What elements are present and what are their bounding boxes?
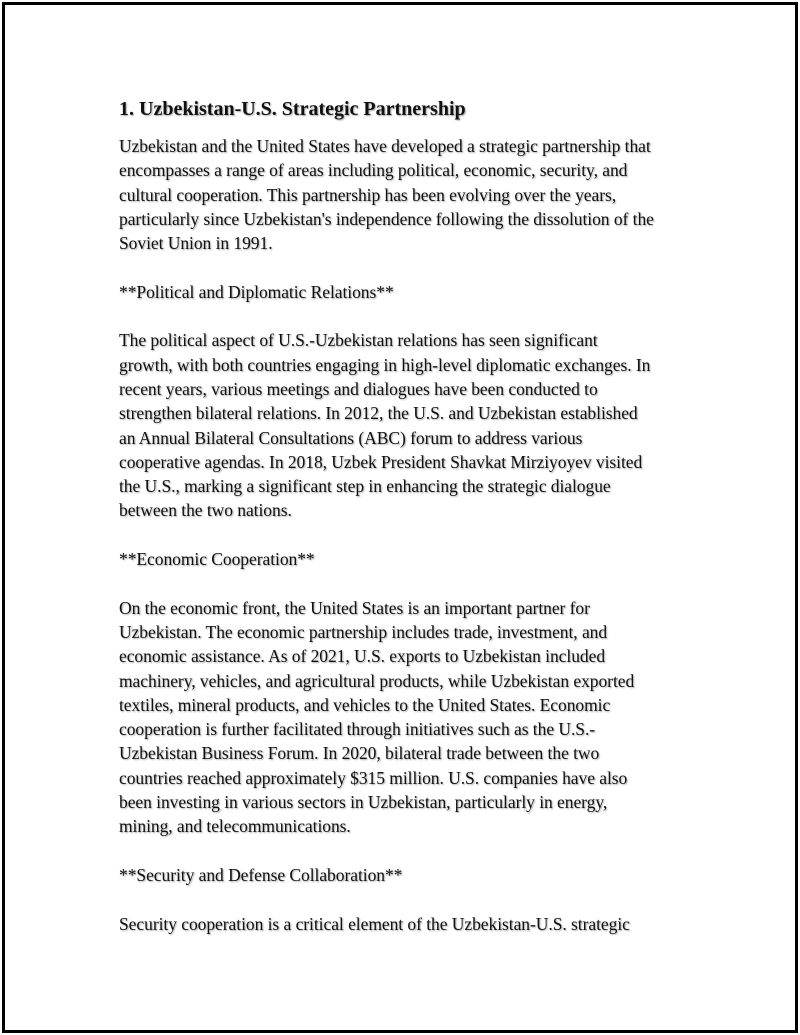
text-line: mining, and telecommunications. xyxy=(119,816,351,837)
text-line: cooperative agendas. In 2018, Uzbek President Shavkat Mirziyoyev visited xyxy=(119,451,643,472)
text-line: **Economic Cooperation** xyxy=(119,549,315,570)
text-line: On the economic front, the United States is an important partner for xyxy=(119,597,590,618)
text-line: machinery, vehicles, and agricultural products, while Uzbekistan exported xyxy=(119,670,635,691)
document-page xyxy=(2,2,798,1033)
text-line: particularly since Uzbekistan's independence following the dissolution of the xyxy=(119,208,654,229)
document-body xyxy=(119,96,699,960)
text-line: Uzbekistan and the United States have developed a strategic partnership that xyxy=(119,136,651,156)
text-line: **Political and Diplomatic Relations** xyxy=(119,281,394,302)
section-heading: 1. Uzbekistan-U.S. Strategic Partnership xyxy=(119,98,466,120)
text-line: Soviet Union in 1991. xyxy=(119,233,273,254)
political-paragraph xyxy=(119,328,699,522)
text-line: been investing in various sectors in Uzbekistan, particularly in energy, xyxy=(119,792,608,813)
text-line: recent years, various meetings and dialogues have been conducted to xyxy=(119,378,598,399)
text-line: the U.S., marking a significant step in enhancing the strategic dialogue xyxy=(119,476,611,497)
text-line: encompasses a range of areas including political, economic, security, and xyxy=(119,160,628,181)
text-line: an Annual Bilateral Consultations (ABC) forum to address various xyxy=(119,427,583,448)
text-line: **Security and Defense Collaboration** xyxy=(119,864,403,885)
text-line: Uzbekistan. The economic partnership includes trade, investment, and xyxy=(119,621,608,642)
text-line: textiles, mineral products, and vehicles to the United States. Economic xyxy=(119,694,611,715)
text-line: between the two nations. xyxy=(119,500,292,521)
intro-paragraph xyxy=(119,134,699,255)
text-line: Uzbekistan Business Forum. In 2020, bilateral trade between the two xyxy=(119,743,600,764)
text-line: The political aspect of U.S.-Uzbekistan relations has seen significant xyxy=(119,330,598,351)
text-line: cooperation is further facilitated through initiatives such as the U.S.- xyxy=(119,719,596,740)
security-paragraph xyxy=(119,912,699,936)
text-line: countries reached approximately $315 million. U.S. companies have also xyxy=(119,767,628,788)
subheading-political xyxy=(119,280,699,304)
text-line: economic assistance. As of 2021, U.S. exports to Uzbekistan included xyxy=(119,646,606,667)
text-line: cultural cooperation. This partnership has been evolving over the years, xyxy=(119,184,617,205)
text-line: Security cooperation is a critical element of the Uzbekistan-U.S. strategic xyxy=(119,913,630,934)
subheading-economic xyxy=(119,547,699,571)
text-line: growth, with both countries engaging in high-level diplomatic exchanges. In xyxy=(119,354,651,375)
subheading-security xyxy=(119,863,699,887)
text-line: strengthen bilateral relations. In 2012, the U.S. and Uzbekistan established xyxy=(119,403,638,424)
economic-paragraph xyxy=(119,596,699,839)
